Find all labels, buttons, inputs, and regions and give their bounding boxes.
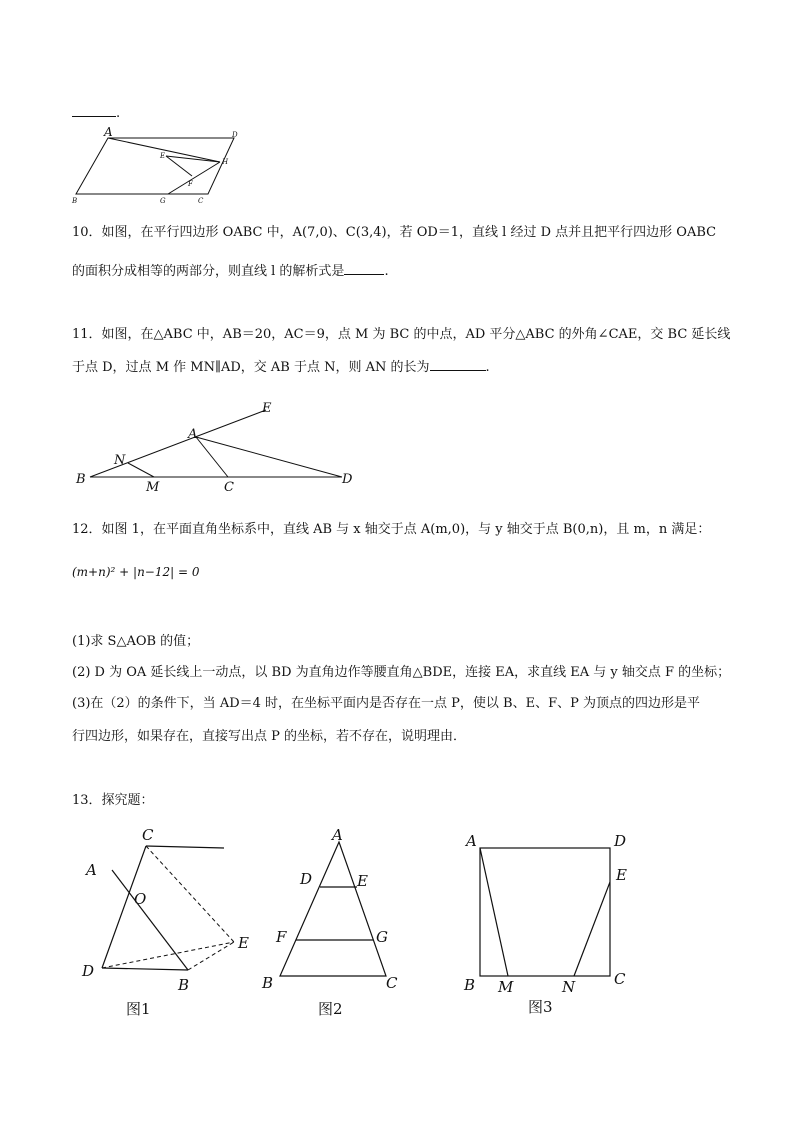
q9-tail: . bbox=[116, 106, 121, 121]
q10-line1 bbox=[72, 224, 716, 242]
fig3-label-M: M bbox=[498, 978, 514, 996]
fig2-label-A: A bbox=[332, 826, 343, 844]
fig1-dashed-CE bbox=[146, 846, 234, 942]
q9-label-D: D bbox=[232, 131, 238, 139]
q11-label-M: M bbox=[146, 480, 160, 495]
q13-title-text: 13．探究题： bbox=[72, 793, 154, 808]
q11-line2 bbox=[72, 358, 490, 377]
q12-formula-line bbox=[72, 563, 199, 581]
q10-text-1: 10．如图，在平行四边形 OABC 中，A(7,0)、C(3,4)，若 OD＝1，直线 l 经过 D 点并且把平行四边形 OABC bbox=[72, 225, 717, 240]
q11-label-C: C bbox=[224, 480, 234, 495]
fig3-label-D: D bbox=[614, 832, 627, 850]
q13-figure-3 bbox=[460, 820, 640, 1020]
q9-label-B: B bbox=[72, 197, 78, 205]
q11-label-E: E bbox=[262, 401, 272, 416]
q9-label-H: H bbox=[222, 158, 229, 166]
q10-line2 bbox=[72, 262, 389, 281]
q9-segment-EF bbox=[166, 156, 192, 176]
fig1-line-DB bbox=[102, 968, 188, 970]
fig1-label-A: A bbox=[86, 861, 97, 879]
fig3-label-C: C bbox=[614, 970, 626, 988]
fig2-label-G: G bbox=[376, 928, 388, 946]
q11-line-MN bbox=[128, 463, 154, 477]
q12-text-1: 12．如图 1，在平面直角坐标系中，直线 AB 与 x 轴交于点 A(m,0)，与 y 轴交于点 B(0,n)，且 m，n 满足： bbox=[72, 522, 711, 537]
q11-label-N: N bbox=[114, 453, 126, 468]
q11-label-B: B bbox=[76, 472, 86, 487]
fig3-label-B: B bbox=[464, 976, 476, 994]
q9-parallelogram bbox=[76, 138, 234, 194]
fig1-label-D: D bbox=[82, 962, 95, 980]
q12-part3a bbox=[72, 695, 700, 713]
fig2-label-E: E bbox=[357, 872, 368, 890]
q9-answer-line bbox=[72, 104, 120, 123]
fig1-dashed-DE bbox=[102, 942, 234, 968]
fig2-label-F: F bbox=[276, 928, 287, 946]
fig1-label-O: O bbox=[134, 890, 147, 908]
fig3-segment-NE bbox=[574, 882, 610, 976]
q12-part1-text: (1)求 S△AOB 的值； bbox=[72, 634, 200, 649]
fig2-caption: 图2 bbox=[318, 1000, 343, 1018]
fig2-triangle-ABC bbox=[280, 842, 386, 976]
q9-segment-GH bbox=[168, 162, 220, 194]
q9-segment-EH bbox=[166, 156, 220, 162]
q11-tail: . bbox=[485, 360, 490, 375]
q12-part3a-text: (3)在（2）的条件下，当 AD＝4 时，在坐标平面内是否存在一点 P，使以 B、E、F、P 为顶点的四边形是平 bbox=[72, 696, 700, 711]
fig3-caption: 图3 bbox=[528, 998, 553, 1016]
q11-text-1: 11．如图，在△ABC 中，AB＝20，AC＝9，点 M 为 BC 的中点，AD 平分△ABC 的外角∠CAE，交 BC 延长线 bbox=[72, 327, 731, 342]
q12-part3b bbox=[72, 728, 466, 746]
fig1-caption: 图1 bbox=[126, 1000, 151, 1018]
fig3-square-ABCD bbox=[480, 848, 610, 976]
q9-label-F: F bbox=[188, 180, 193, 188]
q12-line1 bbox=[72, 521, 710, 539]
fig1-label-C: C bbox=[142, 826, 154, 844]
fig3-segment-AM bbox=[480, 848, 508, 976]
fig1-label-E: E bbox=[238, 934, 249, 952]
q11-line-AD bbox=[196, 437, 342, 477]
q12-part3b-text: 行四边形，如果存在，直接写出点 P 的坐标，若不存在，说明理由． bbox=[72, 729, 467, 744]
q12-part2-text: (2) D 为 OA 延长线上一动点，以 BD 为直角边作等腰直角△BDE，连接 EA，求直线 EA 与 y 轴交点 F 的坐标； bbox=[72, 665, 731, 680]
q9-label-G: G bbox=[160, 197, 166, 205]
q10-answer-blank bbox=[344, 262, 384, 275]
q12-part1 bbox=[72, 633, 199, 651]
fig1-label-B: B bbox=[178, 976, 190, 994]
fig1-line-AB bbox=[112, 870, 188, 970]
q10-tail: . bbox=[384, 264, 389, 279]
q11-label-A: A bbox=[188, 427, 198, 442]
fig2-label-D: D bbox=[300, 870, 313, 888]
q11-text-2: 于点 D，过点 M 作 MN∥AD，交 AB 于点 N，则 AN 的长为 bbox=[72, 360, 430, 375]
q9-label-A: A bbox=[104, 125, 113, 139]
fig3-label-N: N bbox=[562, 978, 576, 996]
q13-title bbox=[72, 792, 154, 810]
q9-figure bbox=[70, 125, 250, 208]
fig1-line-AC bbox=[146, 846, 224, 848]
fig3-label-A: A bbox=[466, 832, 477, 850]
fig2-label-C: C bbox=[386, 974, 398, 992]
q11-answer-blank bbox=[430, 358, 486, 371]
q11-line-AC bbox=[196, 437, 228, 477]
q12-part2 bbox=[72, 664, 730, 682]
fig3-label-E: E bbox=[616, 866, 627, 884]
q9-label-E: E bbox=[160, 152, 166, 160]
q10-text-2: 的面积分成相等的两部分，则直线 l 的解析式是 bbox=[72, 264, 345, 279]
q13-figure-2 bbox=[256, 820, 406, 1020]
fig1-dashed-BE bbox=[188, 942, 234, 970]
q11-figure bbox=[70, 396, 370, 496]
q11-label-D: D bbox=[342, 472, 353, 487]
q9-answer-blank bbox=[72, 104, 116, 117]
q9-label-C: C bbox=[198, 197, 204, 205]
fig2-label-B: B bbox=[262, 974, 274, 992]
q12-formula: (m+n)² + |n−12| = 0 bbox=[72, 565, 200, 579]
q13-figure-1 bbox=[76, 820, 266, 1020]
q11-line1 bbox=[72, 326, 730, 344]
